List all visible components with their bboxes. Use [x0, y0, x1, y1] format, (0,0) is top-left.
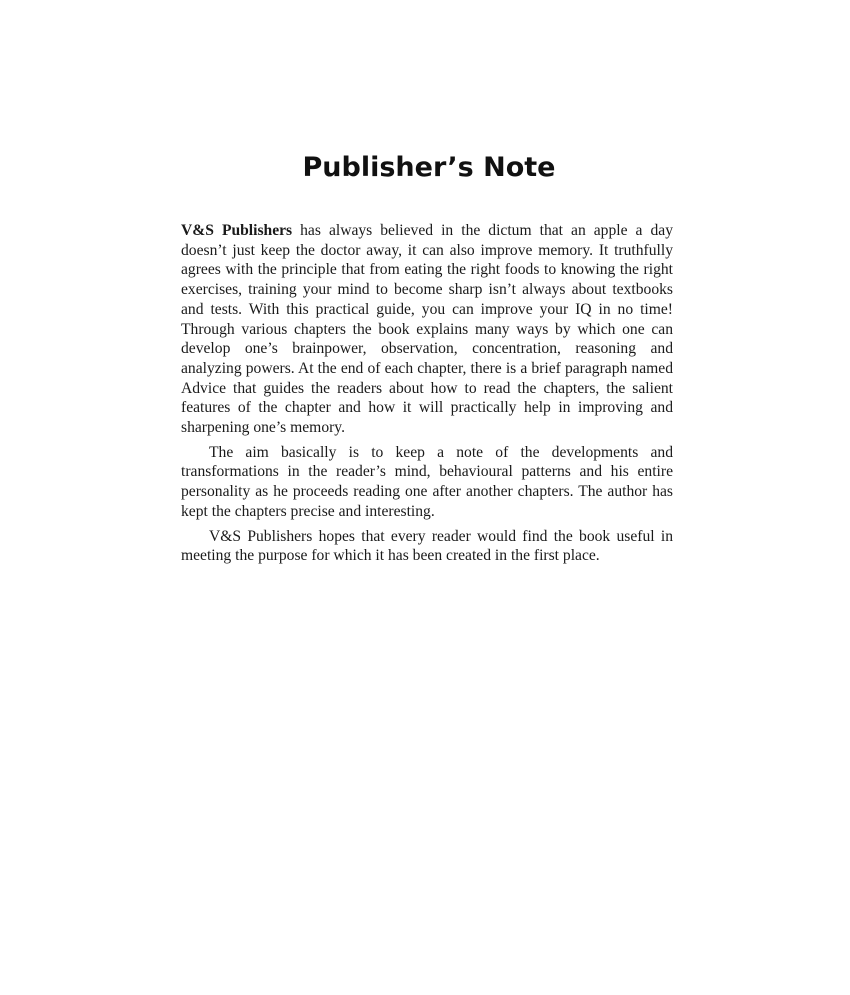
paragraph-1-text: has always believed in the dictum that an apple a day doesn’t just keep the doctor away, it can also improve memory. It truthfully agrees with the principle that from eating the right foods to knowing the right exercises, training your mind to become sharp isn’t always about textbooks and tests. With this practical guide, you can improve your IQ in no time! Through various chapters the book explains many ways by which one can develop one’s brainpower, observation, concentration, reasoning and analyzing powers. At the end of each chapter, there is a brief paragraph named Advice that guides the readers about how to read the chapters, the salient features of the chapter and how it will practically help in improving and sharpening one’s memory.	[181, 222, 673, 437]
paragraph-1	[181, 221, 673, 438]
body-text	[181, 221, 673, 566]
publisher-name-lead: V&S Publishers	[181, 222, 293, 239]
page-title: Publisher’s Note	[302, 152, 556, 183]
paragraph-3: V&S Publishers hopes that every reader would find the book useful in meeting the purpose for which it has been created in the first place.	[181, 527, 673, 565]
paragraph-2: The aim basically is to keep a note of the developments and transformations in the reader’s mind, behavioural patterns and his entire personality as he proceeds reading one after another chapters. The author has kept the chapters precise and interesting.	[181, 443, 673, 520]
